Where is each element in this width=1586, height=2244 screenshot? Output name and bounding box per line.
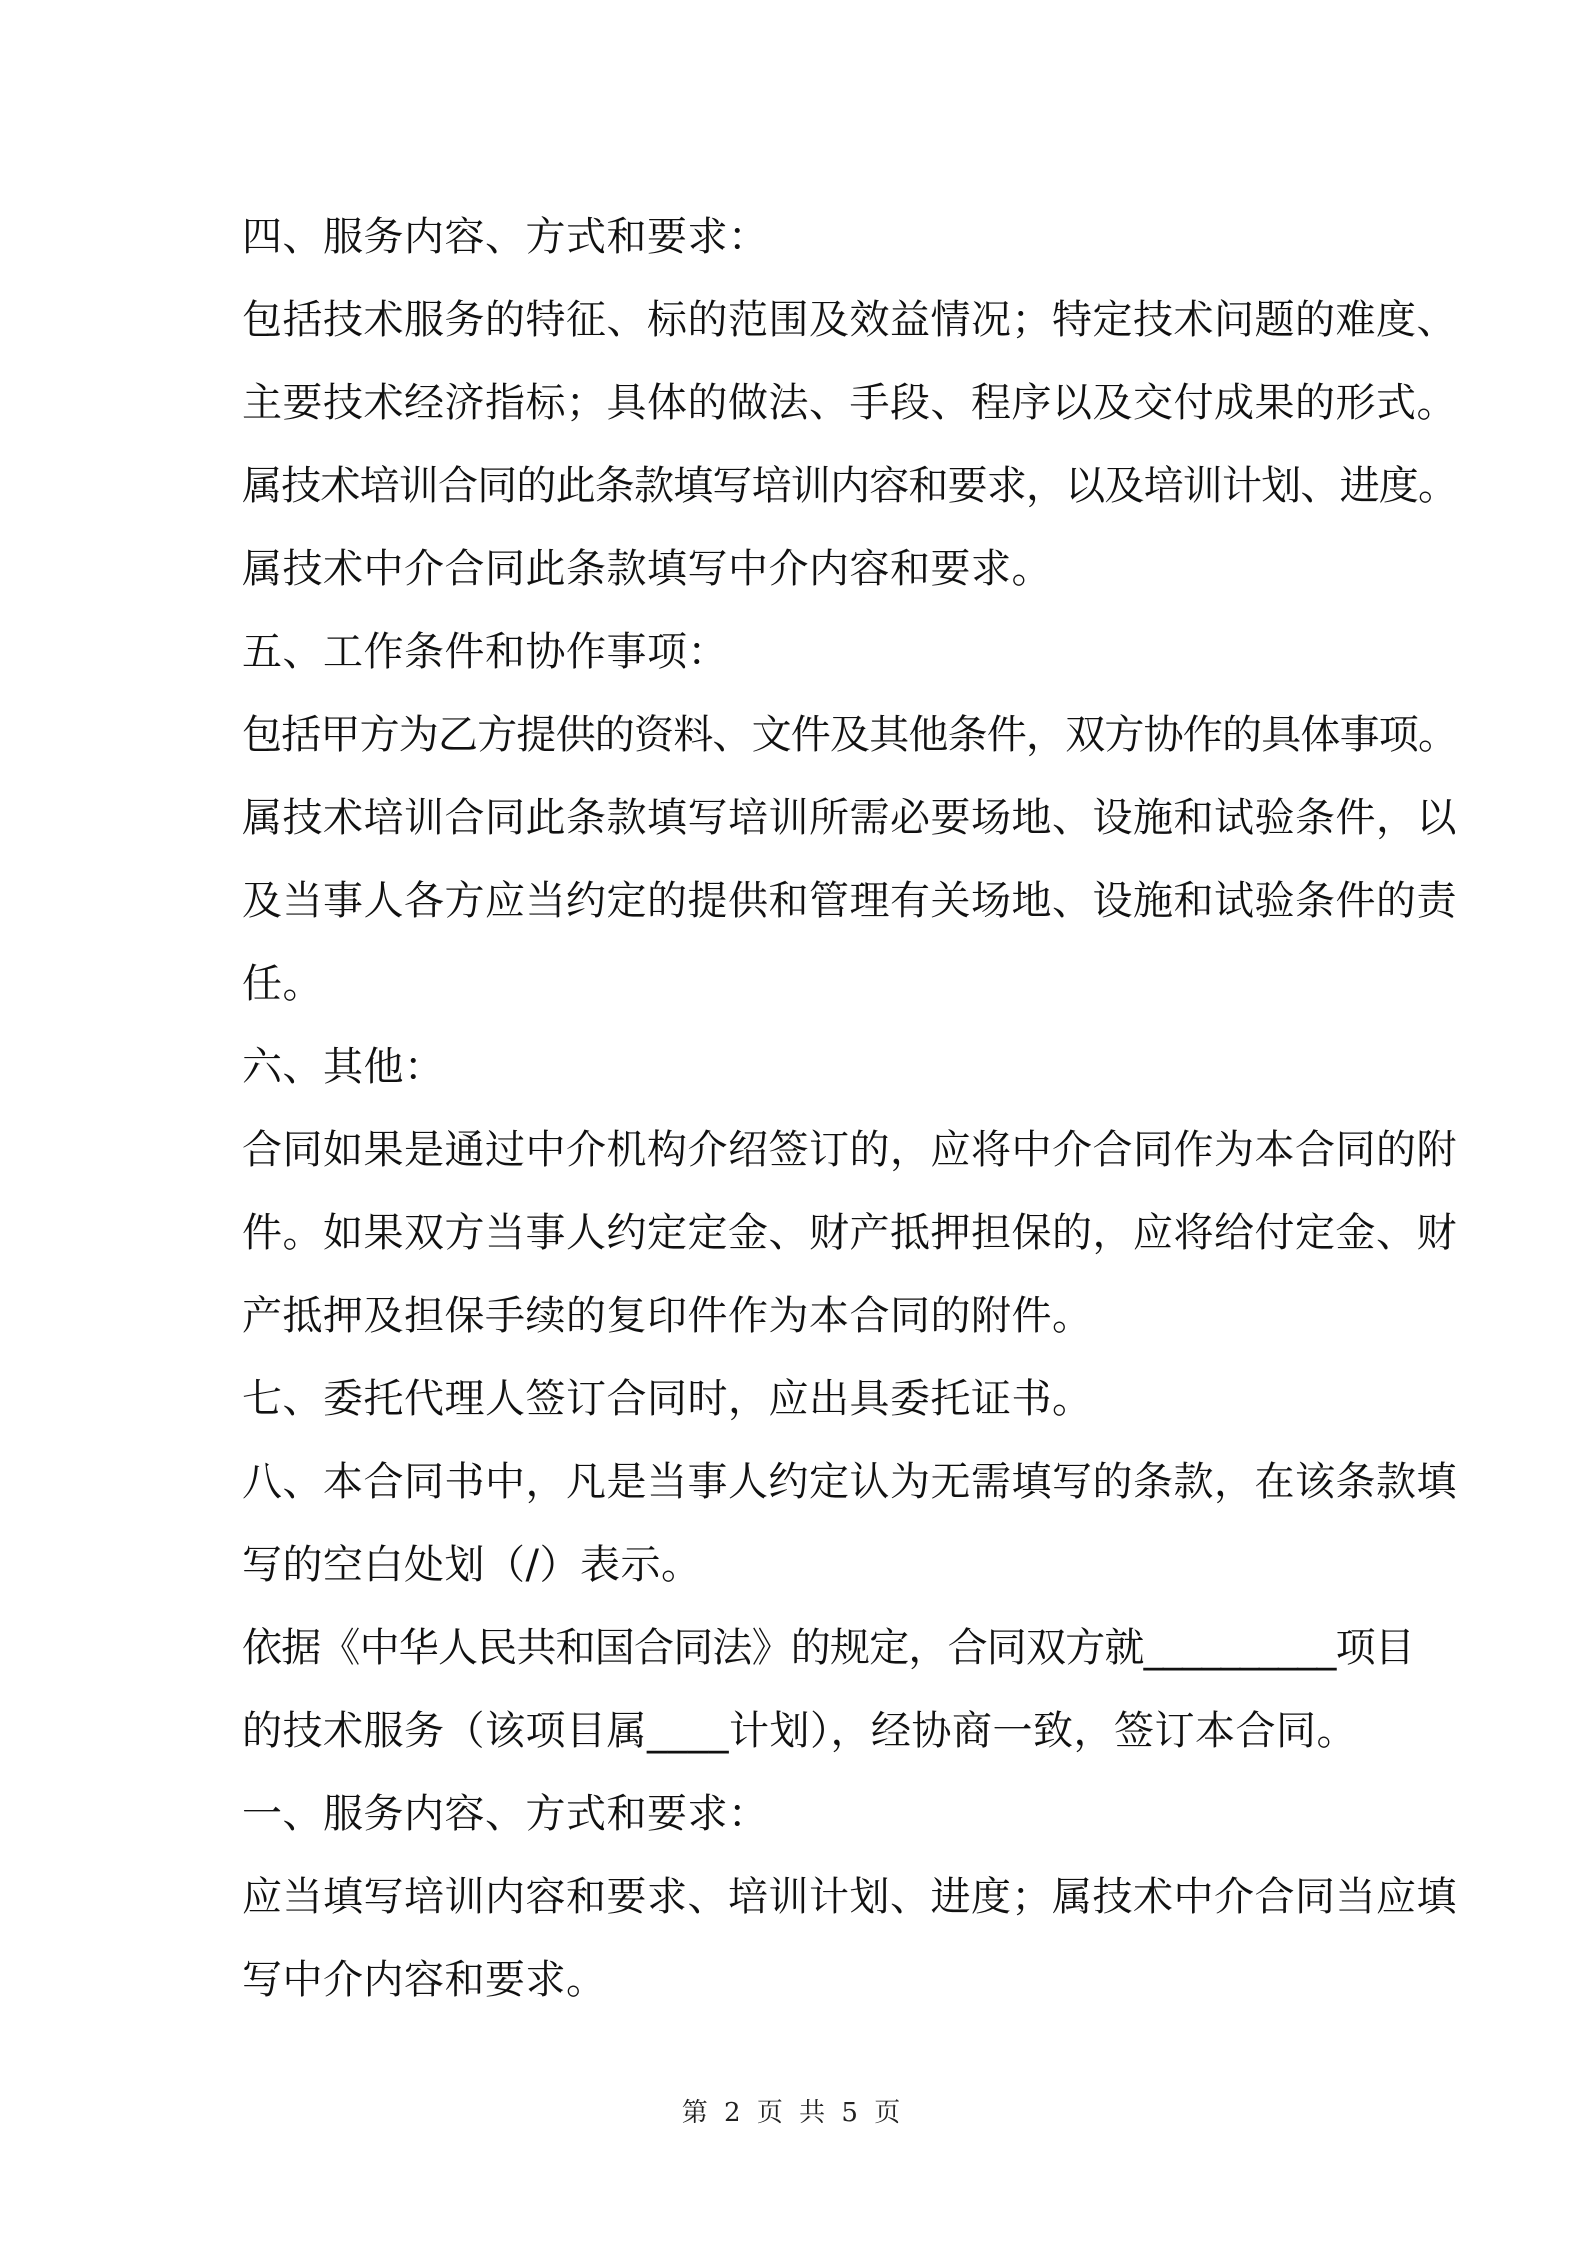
document-body [242, 196, 1458, 2022]
contract-basis-line: 的技术服务（该项目属____计划），经协商一致，签订本合同。 [242, 1708, 1357, 1754]
section-heading-1: 一、服务内容、方式和要求： [242, 1791, 769, 1837]
body-line: 及当事人各方应当约定的提供和管理有关场地、设施和试验条件的责 [242, 878, 1457, 924]
contract-basis-line: 依据《中华人民共和国合同法》的规定，合同双方就__________项目 [242, 1625, 1414, 1671]
body-line: 件。如果双方当事人约定定金、财产抵押担保的，应将给付定金、财 [242, 1210, 1457, 1256]
body-line: 合同如果是通过中介机构介绍签订的，应将中介合同作为本合同的附 [242, 1127, 1457, 1173]
body-line: 写中介内容和要求。 [242, 1957, 607, 2003]
section-heading-6: 六、其他： [242, 1044, 445, 1090]
body-line: 属技术培训合同的此条款填写培训内容和要求，以及培训计划、进度。 [242, 463, 1458, 509]
section-heading-5: 五、工作条件和协作事项： [242, 629, 728, 675]
body-line: 属技术培训合同此条款填写培训所需必要场地、设施和试验条件，以 [242, 795, 1457, 841]
body-line: 属技术中介合同此条款填写中介内容和要求。 [242, 546, 1052, 592]
body-line: 主要技术经济指标；具体的做法、手段、程序以及交付成果的形式。 [242, 380, 1457, 426]
page-number: 第 2 页 共 5 页 [681, 2098, 905, 2128]
body-line: 写的空白处划（/）表示。 [242, 1542, 702, 1588]
section-heading-8: 八、本合同书中，凡是当事人约定认为无需填写的条款，在该条款填 [242, 1459, 1457, 1505]
body-line: 包括技术服务的特征、标的范围及效益情况；特定技术问题的难度、 [242, 297, 1457, 343]
section-heading-4: 四、服务内容、方式和要求： [242, 214, 769, 260]
section-heading-7: 七、委托代理人签订合同时，应出具委托证书。 [242, 1376, 1093, 1422]
body-line: 包括甲方为乙方提供的资料、文件及其他条件，双方协作的具体事项。 [242, 712, 1458, 758]
body-line: 任。 [242, 961, 323, 1007]
body-line: 产抵押及担保手续的复印件作为本合同的附件。 [242, 1293, 1093, 1339]
body-line: 应当填写培训内容和要求、培训计划、进度；属技术中介合同当应填 [242, 1874, 1457, 1920]
